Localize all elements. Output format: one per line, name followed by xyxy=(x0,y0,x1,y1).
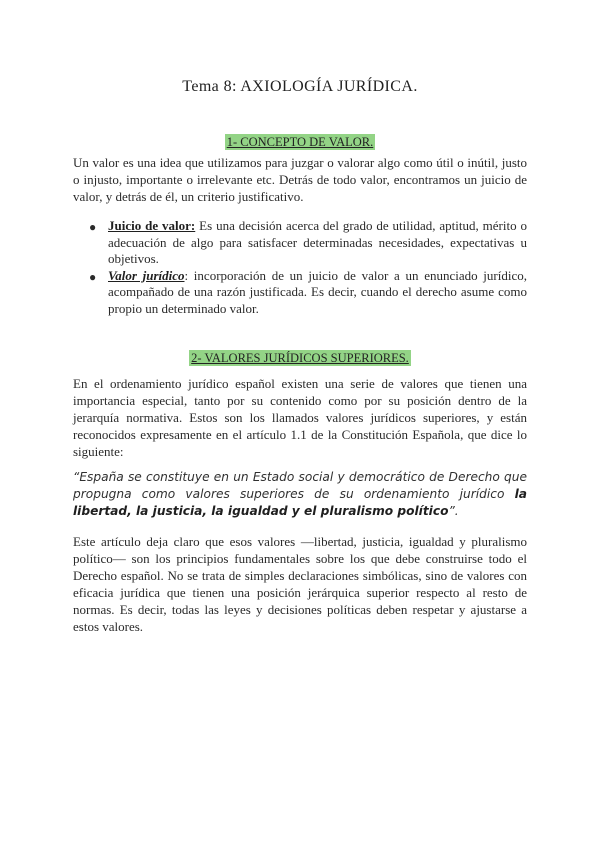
section-heading-valores xyxy=(0,350,600,366)
paragraph-concepto: Un valor es una idea que utilizamos para juzgar o valorar algo como útil o inútil, justo o injusto, importante o irrelevante etc. Detrás de todo valor, encontramos un juicio de valor, y detrás de él, un criterio justificativo. xyxy=(73,155,527,204)
quote-end: ”. xyxy=(448,504,459,518)
bullet-icon: ● xyxy=(89,269,97,284)
quote-start: “España se constituye en un Estado social y democrático de Derecho que propugna como valores superiores de su ordenamiento jurídico xyxy=(73,470,527,501)
bullet-list xyxy=(73,218,527,317)
paragraph-ordenamiento: En el ordenamiento jurídico español existen una serie de valores que tienen una importancia especial, tanto por su contenido como por su posición dentro de la jerarquía normativa. Estos son los llamados valores jurídicos superiores, y están reconocidos expresamente en el artículo 1.1 de la Constitución Española, que dice lo siguiente: xyxy=(73,376,527,459)
bullet-term: Juicio de valor: xyxy=(108,218,196,233)
section-heading-text: 2- VALORES JURÍDICOS SUPERIORES. xyxy=(191,351,409,365)
section-heading-concepto xyxy=(0,134,600,150)
bullet-icon: ● xyxy=(89,220,97,234)
bullet-text: : incorporación de un juicio de valor a un enunciado jurídico, acompañado de una razón justificada. Es decir, cuando el derecho asume como propio un determinado valor. xyxy=(108,267,527,316)
bullet-term: Valor jurídico xyxy=(108,267,185,283)
section-heading-text: 1- CONCEPTO DE VALOR. xyxy=(226,135,374,149)
list-item xyxy=(73,218,527,268)
page-title: Tema 8: AXIOLOGÍA JURÍDICA. xyxy=(182,78,418,95)
constitution-quote xyxy=(73,469,527,520)
paragraph-articulo: Este artículo deja claro que esos valores —libertad, justicia, igualdad y pluralismo político— son los principios fundamentales sobre los que debe construirse todo el Derecho español. No se trata de simples declaraciones simbólicas, sino de valores con eficacia jurídica que tienen una posición jerárquica superior respecto al resto de normas. Es decir, todas las leyes y decisiones políticas deben respetar y ajustarse a estos valores. xyxy=(73,534,527,634)
bullet-text: Es una decisión acerca del grado de utilidad, aptitud, mérito o adecuación de algo para satisfacer determinadas necesidades, expectativas u objetivos. xyxy=(108,218,527,266)
list-item xyxy=(73,268,527,318)
quote-bold: la libertad, la justicia, la igualdad y el pluralismo político xyxy=(73,487,527,518)
